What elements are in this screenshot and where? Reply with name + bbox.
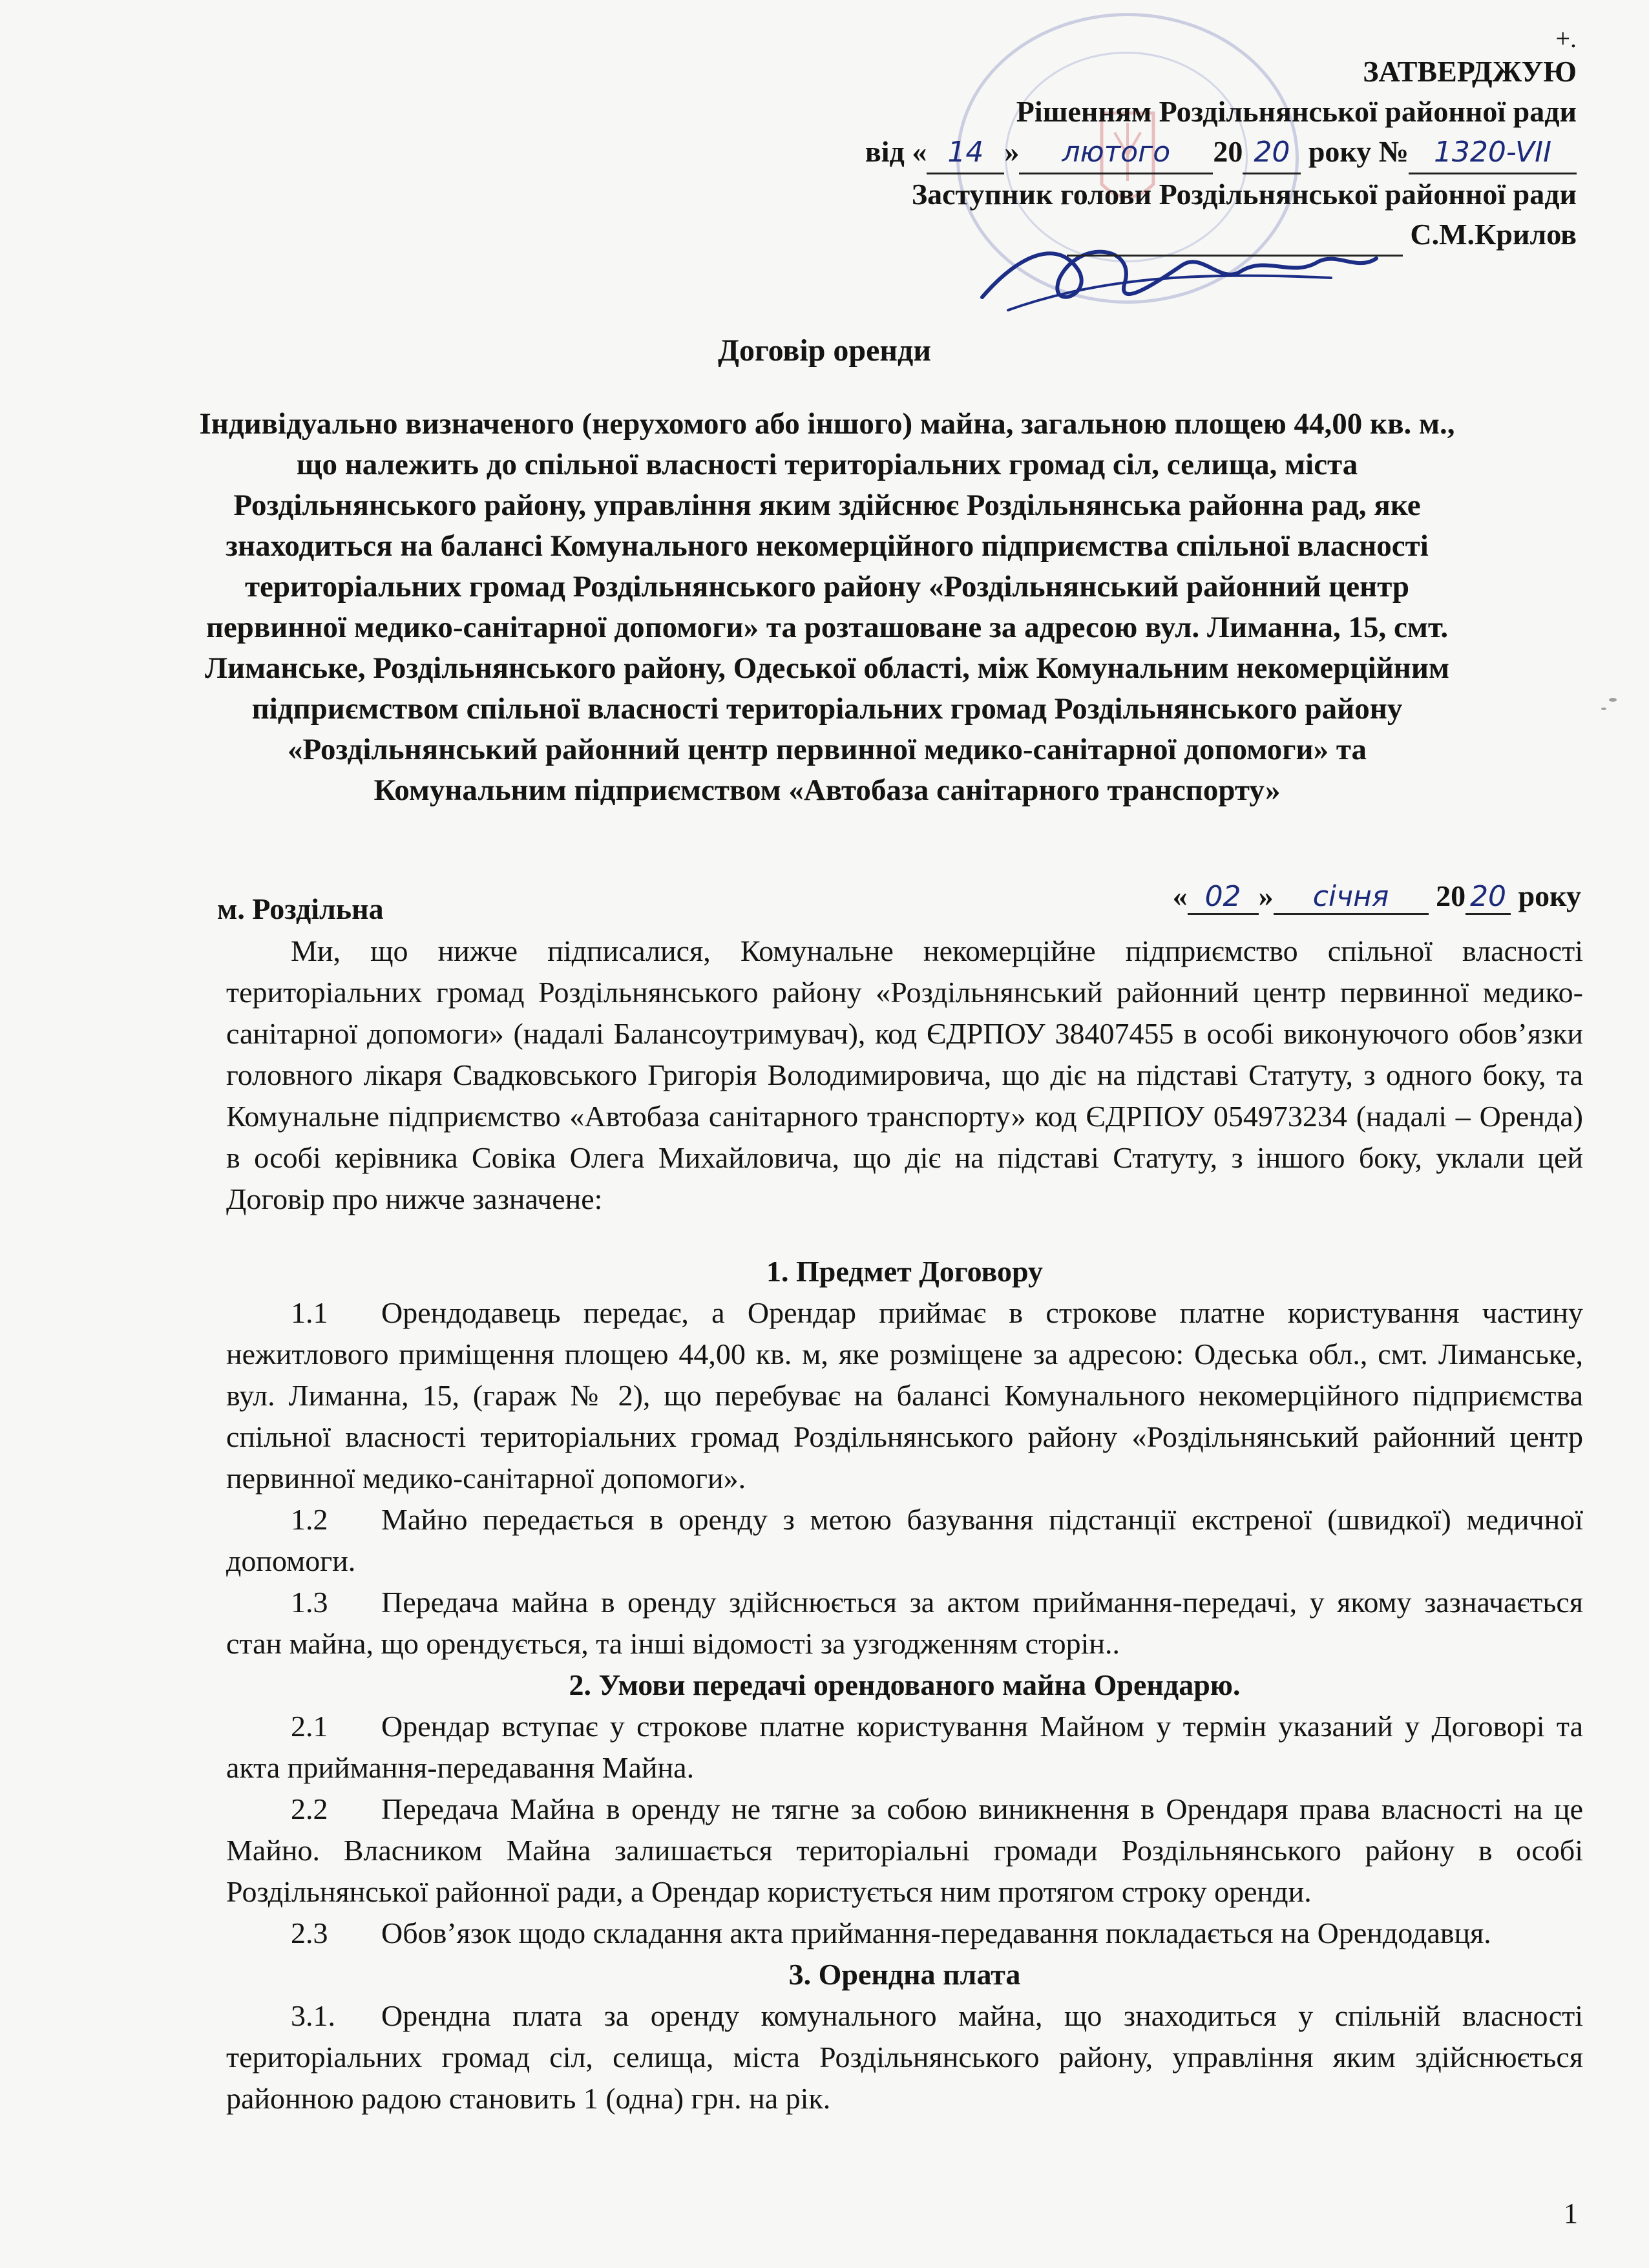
approval-position: Заступник голови Роздільнянської районної ради [911,178,1577,211]
approval-signatory: С.М.Крилов [1410,218,1577,251]
document-subject: Індивідуально визначеного (нерухомого або іншого) майна, загальною площею 44,00 кв. м., що належить до спільної власності територіальних громад сіл, селища, міста Роздільнянського району, управління яким здійснює Роздільнянська районна рад, яке знаходиться на балансі Комунального некомерційного підприємства спільної власності територіальних громад Роздільнянського району «Роздільнянський районний центр первинної медико-санітарної допомоги» та розташоване за адресою вул. Лиманна, 15, смт. Лиманське, Роздільнянського району, Одеської області, між Комунальним некомерційним підприємством спільної власності територіальних громад Роздільнянського району «Роздільнянський районний центр первинної медико-санітарної допомоги» та Комунальним підприємством «Автобаза санітарного транспорту» [199,407,1455,807]
clause-3-1: 3.1. Орендна плата за оренду комунального майна, що знаходиться у спільній власності територіальних громад сіл, селища, міста Роздільнянського району, управління яким здійснюється районною радою становить 1 (одна) грн. на рік. [226,1999,1583,2115]
contract-body [226,930,1583,2119]
scan-speck [1601,708,1606,710]
approval-date-line: від « 14 » лютого 20 20 року № 1320-VII [607,132,1577,174]
approval-day: 14 [927,132,1004,174]
clause-1-2: 1.2 Майно передається в оренду з метою базування підстанції екстреної (швидкої) медичної допомоги. [226,1503,1583,1577]
clause-2-1: 2.1 Орендар вступає у строкове платне користування Майном у термін указаний у Договорі та акта приймання-передавання Майна. [226,1710,1583,1784]
document-title: Договір оренди [718,333,931,368]
clause-2-3: 2.3 Обов’язок щодо складання акта приймання-передавання покладається на Орендодавця. [291,1916,1491,1949]
clause-2-2: 2.2 Передача Майна в оренду не тягне за собою виникнення в Орендаря права власності на це Майно. Власником Майна залишається територіальні громади Роздільнянського району в особі Роздільнянської районної ради, а Орендар користується ним протягом строку оренди. [226,1792,1583,1908]
contract-month: січня [1274,880,1429,915]
section-1-heading: 1. Предмет Договору [766,1255,1044,1288]
contract-day: 02 [1188,880,1259,915]
contract-year: 20 [1465,880,1511,915]
contract-place: м. Роздільна [217,892,384,925]
clause-1-3: 1.3 Передача майна в оренду здійснюється за актом приймання-передачі, у якому зазначається стан майна, що орендується, та інші відомості за узгодженням сторін.. [226,1586,1583,1660]
approval-signature-line [607,215,1577,257]
approval-number: 1320-VII [1409,132,1577,174]
approval-month: лютого [1019,132,1213,174]
page-number: 1 [1564,2198,1578,2229]
scan-speck [1609,698,1617,702]
section-2-heading: 2. Умови передачі орендованого майна Орендарю. [569,1668,1241,1701]
section-3-heading: 3. Орендна плата [788,1958,1021,1991]
clause-1-1: 1.1 Орендодавець передає, а Орендар приймає в строкове платне користування частину нежитлового приміщення площею 44,00 кв. м, яке розміщене за адресою: Одеська обл., смт. Лиманське, вул. Лиманна, 15, (гараж № 2), що перебуває на балансі Комунального некомерційного підприємства спільної власності територіальних громад Роздільнянського району «Роздільнянський районний центр первинної медико-санітарної допомоги». [226,1296,1583,1495]
corner-mark: +. [1555,24,1577,53]
approval-block [607,26,1577,257]
preamble-paragraph: Ми, що нижче підписалися, Комунальне некомерційне підприємство спільної власності територіальних громад Роздільнянського району «Роздільнянський районний центр первинної медико-санітарної допомоги» (надалі Балансоутримувач), код ЄДРПОУ 38407455 в особі виконуючого обов’язки головного лікаря Свадковського Григорія Володимировича, що діє на підставі Статуту, з одного боку, та Комунальне підприємство «Автобаза санітарного транспорту» код ЄДРПОУ 054973234 (надалі – Оренда) в особі керівника Совіка Олега Михайловича, що діє на підставі Статуту, з іншого боку, уклали цей Договір про нижче зазначене: [226,934,1583,1215]
approval-decision-line: Рішенням Роздільнянської районної ради [1016,95,1577,128]
contract-date: « 02 » січня 20 20 року [1173,879,1581,915]
approval-title: ЗАТВЕРДЖУЮ [1363,55,1577,88]
approval-year: 20 [1243,132,1301,174]
